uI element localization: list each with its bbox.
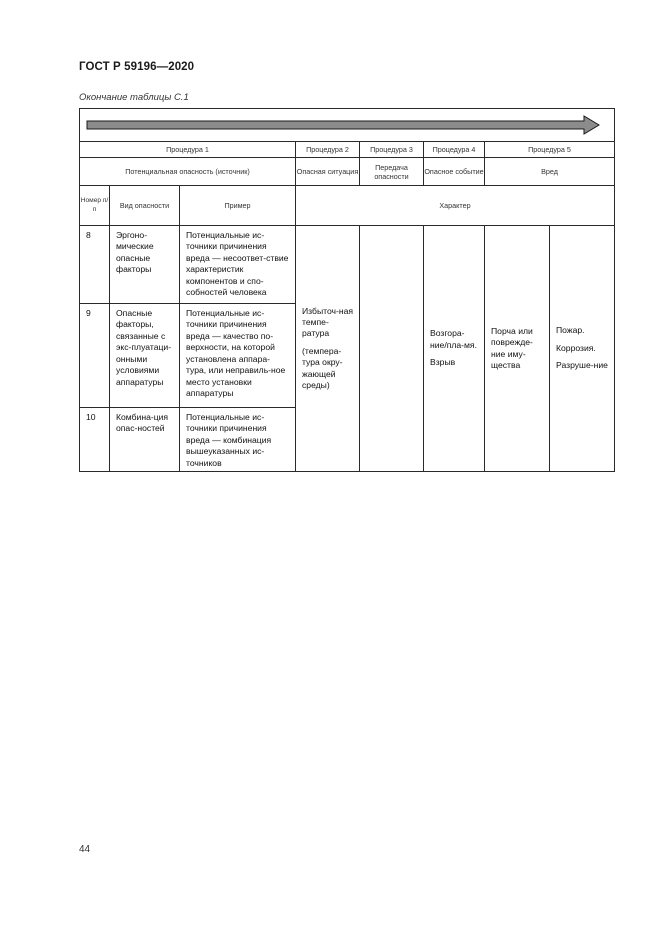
example-column-header: Пример: [180, 186, 296, 226]
page-number: 44: [79, 844, 91, 855]
document-code: ГОСТ Р 59196—2020: [79, 61, 195, 73]
harm-property-cell: [485, 226, 550, 472]
character-column-header: Характер: [296, 186, 615, 226]
hazard-event-header: Опасное событие: [424, 158, 485, 186]
transfer-cell: [360, 226, 424, 472]
row-hazard-type: Комбина-ция опас-ностей: [110, 408, 180, 472]
harm-type-cell: [550, 226, 615, 472]
row-hazard-type: Эргоно-мические опасные факторы: [110, 226, 180, 304]
hazard-table: [79, 108, 615, 472]
procedure-5-header: Процедура 5: [485, 142, 615, 158]
procedure-4-header: Процедура 4: [424, 142, 485, 158]
hazard-type-column-header: Вид опасности: [110, 186, 180, 226]
hazard-event-text: Возгора-ние/пла-мя.: [430, 328, 477, 350]
hazard-situation-header: Опасная ситуация: [296, 158, 360, 186]
row-example: Потенциальные ис-точники причинения вреда — комбинация вышеуказанных ис-точников: [180, 408, 296, 472]
harm-destruction: Разруше-ние: [556, 360, 608, 371]
harm-header: Вред: [485, 158, 615, 186]
hazard-event-explosion: Взрыв: [430, 357, 456, 368]
hazard-situation-cell: [296, 226, 360, 472]
hazard-source-header: Потенциальная опасность (источник): [80, 158, 296, 186]
procedure-3-header: Процедура 3: [360, 142, 424, 158]
process-arrow-row: [80, 109, 615, 142]
process-arrow-icon: [80, 109, 615, 141]
procedure-1-header: Процедура 1: [80, 142, 296, 158]
procedure-2-header: Процедура 2: [296, 142, 360, 158]
harm-property-text: Порча или поврежде-ние иму-щества: [491, 325, 533, 370]
row-hazard-type: Опасные факторы, связанные с экс-плуатаци-онными условиями аппаратуры: [110, 304, 180, 408]
hazard-situation-note: (темпера-тура окру-жающей среды): [302, 345, 343, 391]
number-column-header: Номер п/п: [80, 186, 110, 226]
row-example: Потенциальные ис-точники причинения вреда — несоответ-ствие характеристик компонентов и спо-собностей человека: [180, 226, 296, 304]
table-row: [80, 226, 615, 304]
hazard-situation-text: Избыточ-ная темпе-ратура: [302, 305, 354, 339]
hazard-event-cell: [424, 226, 485, 472]
row-number: 9: [80, 304, 110, 408]
row-number: 8: [80, 226, 110, 304]
harm-corrosion: Коррозия.: [556, 342, 596, 353]
row-example: Потенциальные ис-точники причинения вреда — качество по-верхности, на которой установлена аппара-тура, или неправиль-ное место установки аппаратуры: [180, 304, 296, 408]
table-caption: Окончание таблицы С.1: [79, 92, 189, 103]
row-number: 10: [80, 408, 110, 472]
harm-fire: Пожар.: [556, 325, 585, 336]
transfer-hazard-header: Передача опасности: [360, 158, 424, 186]
